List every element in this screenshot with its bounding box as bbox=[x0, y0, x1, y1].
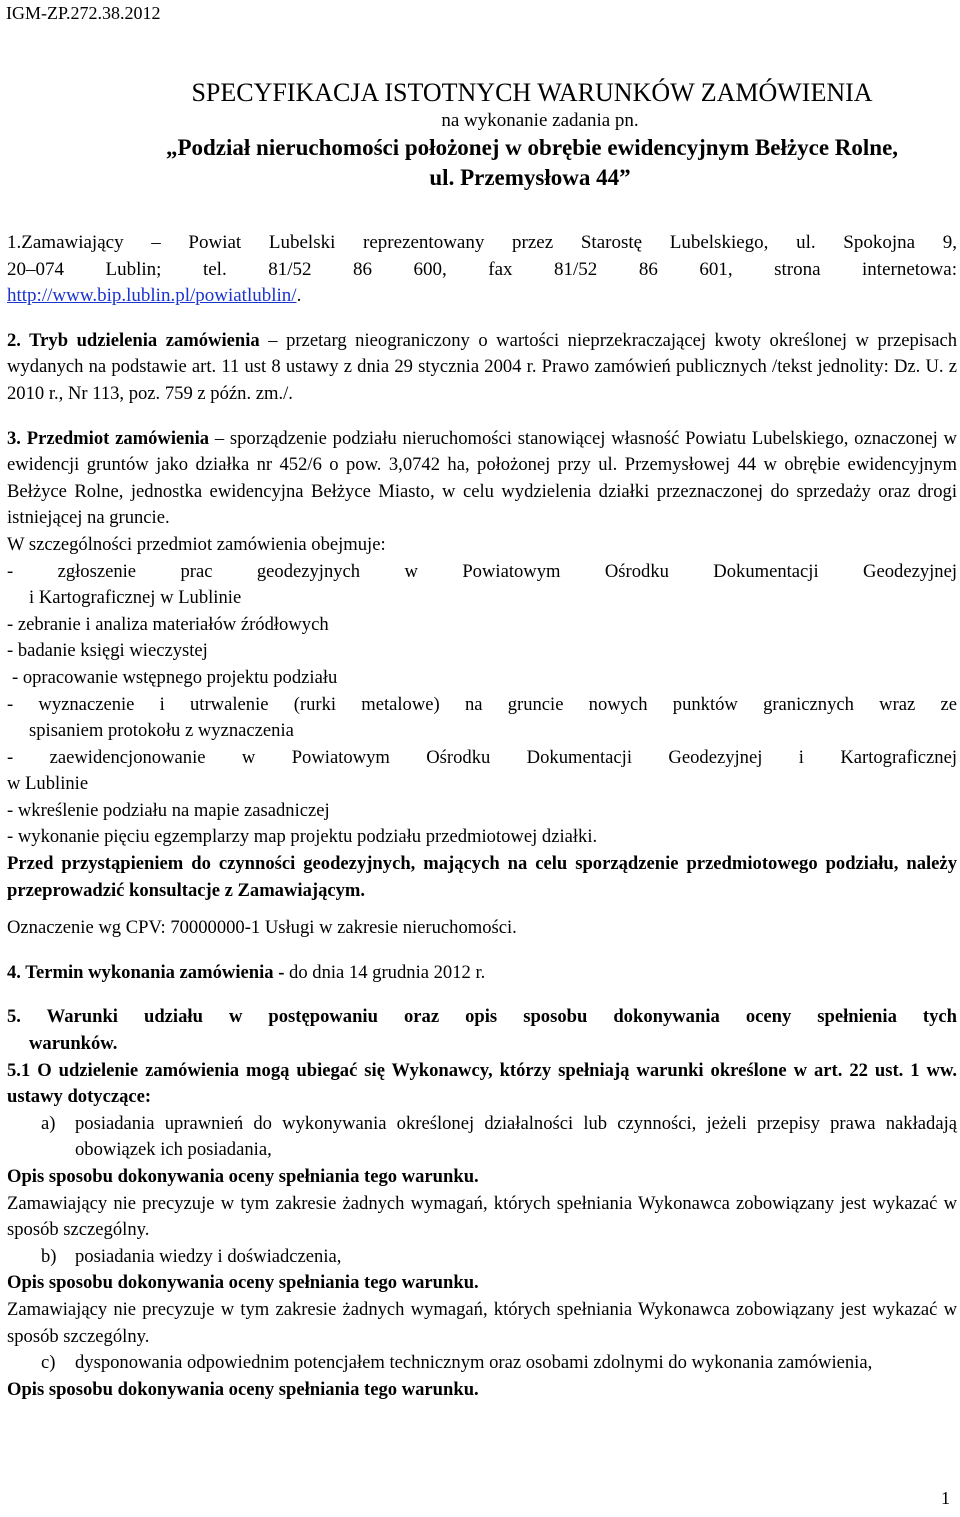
reference-number: IGM-ZP.272.38.2012 bbox=[6, 3, 161, 23]
scope-item: - zebranie i analiza materiałów źródłowych bbox=[7, 613, 329, 635]
condition-b-marker: b) bbox=[41, 1245, 57, 1267]
assessment-note: Zamawiający nie precyzuje w tym zakresie żadnych wymagań, których spełniania Wykonawca zobowiązany jest wykazać w sposób szczególny. bbox=[7, 1192, 957, 1241]
section-1-line-2: 20–074 Lublin; tel. 81/52 86 600, fax 81/52 86 601, strona internetowa: bbox=[7, 258, 957, 280]
condition-c-text: dysponowania odpowiednim potencjałem technicznym oraz osobami zdolnymi do wykonania zamówienia, bbox=[75, 1352, 873, 1374]
section-4 bbox=[7, 960, 957, 987]
condition-a bbox=[7, 1111, 957, 1164]
assessment-label: Opis sposobu dokonywania oceny spełniania tego warunku. bbox=[7, 1272, 479, 1294]
condition-c-marker: c) bbox=[41, 1352, 56, 1374]
section-2-text: – przetarg nieograniczony o wartości nieprzekraczającej kwoty określonej w przepisach wydanych na podstawie art. 11 ust 8 ustawy z dnia 29 stycznia 2004 r. Prawo zamówień publicznych /tekst jednolity: Dz. U. z 2010 r., Nr 113, poz. 759 z późn. zm./. bbox=[7, 329, 957, 404]
scope-item: - zaewidencjonowanie w Powiatowym Ośrodku Dokumentacji Geodezyjnej i Kartograficznej bbox=[7, 746, 957, 768]
scope-item: i Kartograficznej w Lublinie bbox=[29, 587, 242, 609]
scope-item: - zgłoszenie prac geodezyjnych w Powiatowym Ośrodku Dokumentacji Geodezyjnej bbox=[7, 560, 957, 582]
section-3-text: – sporządzenie podziału nieruchomości stanowiącej własność Powiatu Lubelskiego, oznaczonej w ewidencji gruntów jako działka nr 452/6 o pow. 3,0742 ha, położonej przy ul. Przemysłowej 44 w obrębie ewidencyjnym Bełżyce Rolne, jednostka ewidencyjna Bełżyce Miasto, w celu wydzielenia działki przeznaczonej do sprzedaży oraz drogi istniejącej na gruncie. bbox=[7, 427, 957, 529]
section-5-1: 5.1 O udzielenie zamówienia mogą ubiegać się Wykonawcy, którzy spełniają warunki określone w art. 22 ust. 1 ww. ustawy dotyczące: bbox=[7, 1059, 957, 1108]
condition-a-marker: a) bbox=[41, 1112, 56, 1134]
section-1-line-1: 1.Zamawiający – Powiat Lubelski reprezentowany przez Starostę Lubelskiego, ul. Spokojna 9, bbox=[7, 232, 957, 253]
spacer bbox=[7, 408, 957, 426]
section-3-heading: 3. Przedmiot zamówienia bbox=[7, 427, 210, 449]
section-2-heading: 2. Tryb udzielenia zamówienia bbox=[7, 329, 260, 351]
section-3 bbox=[7, 426, 957, 532]
title-subline: na wykonanie zadania pn. bbox=[441, 110, 639, 131]
condition-c bbox=[7, 1350, 957, 1377]
scope-item: - opracowanie wstępnego projektu podziału bbox=[12, 666, 338, 688]
task-name-cont: ul. Przemysłowa 44” bbox=[429, 165, 631, 190]
title-block bbox=[0, 77, 960, 193]
document-title: SPECYFIKACJA ISTOTNYCH WARUNKÓW ZAMÓWIENIA bbox=[191, 78, 873, 107]
consultation-note: Przed przystąpieniem do czynności geodezyjnych, mających na celu sporządzenie przedmiotowego podziału, należy przeprowadzić konsultacje z Zamawiającym. bbox=[7, 853, 957, 901]
link-punctuation: . bbox=[296, 285, 302, 307]
condition-b bbox=[7, 1244, 957, 1271]
assessment-note: Zamawiający nie precyzuje w tym zakresie żadnych wymagań, których spełniania Wykonawca zobowiązany jest wykazać w sposób szczególny. bbox=[7, 1298, 957, 1347]
scope-item: - wyznaczenie i utrwalenie (rurki metalowe) na gruncie nowych punktów granicznych wraz ze bbox=[7, 693, 957, 715]
assessment-label: Opis sposobu dokonywania oceny spełniania tego warunku. bbox=[7, 1378, 479, 1400]
scope-item: - badanie księgi wieczystej bbox=[7, 640, 208, 662]
section-2 bbox=[7, 328, 957, 408]
document-body bbox=[7, 230, 957, 1403]
section-5-heading: 5. Warunki udziału w postępowaniu oraz opis sposobu dokonywania oceny spełnienia tych bbox=[7, 1006, 957, 1028]
scope-item: w Lublinie bbox=[7, 773, 89, 795]
scope-item: spisaniem protokołu z wyznaczenia bbox=[29, 720, 294, 742]
spacer bbox=[7, 942, 957, 960]
section-5-heading-cont: warunków. bbox=[29, 1033, 118, 1055]
section-1 bbox=[7, 230, 957, 310]
spacer bbox=[7, 986, 957, 1004]
scope-item: - wykonanie pięciu egzemplarzy map projektu podziału przedmiotowej działki. bbox=[7, 826, 598, 848]
cpv-code: Oznaczenie wg CPV: 70000000-1 Usługi w zakresie nieruchomości. bbox=[7, 917, 517, 939]
page-number: 1 bbox=[941, 1488, 950, 1508]
scope-item: - wkreślenie podziału na mapie zasadniczej bbox=[7, 799, 330, 821]
section-4-heading: 4. Termin wykonania zamówienia - bbox=[7, 961, 285, 983]
bip-link[interactable]: http://www.bip.lublin.pl/powiatlublin/ bbox=[7, 285, 297, 307]
condition-a-text: posiadania uprawnień do wykonywania określonej działalności lub czynności, jeżeli przepisy prawa nakładają obowiązek ich posiadania, bbox=[75, 1112, 957, 1161]
condition-b-text: posiadania wiedzy i doświadczenia, bbox=[75, 1245, 342, 1267]
section-4-text: do dnia 14 grudnia 2012 r. bbox=[284, 961, 486, 983]
spacer bbox=[7, 904, 957, 915]
section-1-line-3 bbox=[7, 283, 957, 310]
task-name: „Podział nieruchomości położonej w obrębie ewidencyjnym Bełżyce Rolne, bbox=[165, 135, 899, 160]
scope-intro: W szczególności przedmiot zamówienia obejmuje: bbox=[7, 533, 386, 555]
assessment-label: Opis sposobu dokonywania oceny spełniania tego warunku. bbox=[7, 1166, 479, 1187]
spacer bbox=[7, 310, 957, 328]
